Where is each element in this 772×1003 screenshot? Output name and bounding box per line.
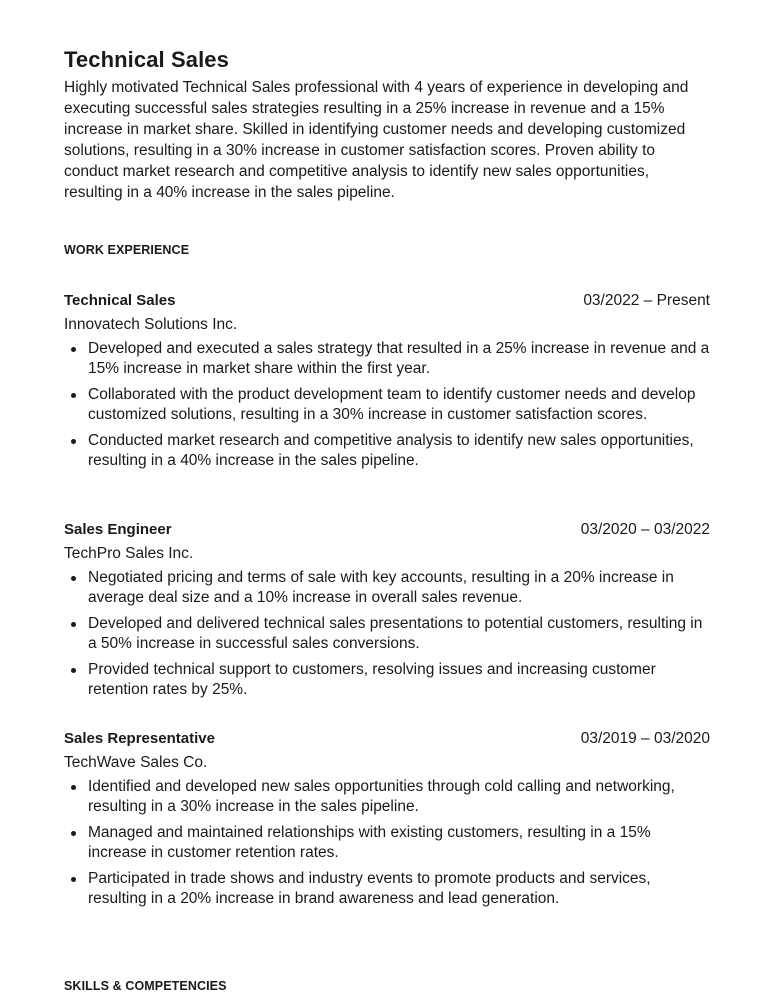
list-item: Conducted market research and competitive analysis to identify new sales opportunities, resulting in a 40% increase in the sales pipeline. [88,431,710,470]
list-item: Developed and executed a sales strategy that resulted in a 25% increase in revenue and a 15% increase in market share within the first year. [88,340,710,377]
job-entry [64,729,710,915]
company-name: TechPro Sales Inc. [64,545,194,562]
list-item: Managed and maintained relationships with existing customers, resulting in a 15% increase in customer retention rates. [88,823,710,862]
job-title: Sales Representative [64,730,215,747]
list-item: Developed and delivered technical sales presentations to potential customers, resulting in a 50% increase in successful sales conversions. [88,614,710,653]
job-title: Sales Engineer [64,521,172,538]
list-item: Collaborated with the product development team to identify customer needs and develop customized solutions, resulting in a 30% increase in customer satisfaction scores. [88,385,710,424]
list-item: Provided technical support to customers, resolving issues and increasing customer retention rates by 25%. [88,660,710,699]
list-item: Negotiated pricing and terms of sale with key accounts, resulting in a 20% increase in average deal size and a 10% increase in overall sales revenue. [88,568,710,607]
job-bullets [64,777,710,908]
section-heading-work-experience: WORK EXPERIENCE [64,243,190,257]
job-bullets [64,339,710,470]
job-bullets [64,568,710,699]
job-entry [64,291,710,477]
job-entry [64,520,710,706]
company-name: Innovatech Solutions Inc. [64,316,238,333]
job-dates: 03/2022 – Present [583,292,710,309]
company-name: TechWave Sales Co. [64,754,208,771]
resume-page [64,44,710,993]
summary-paragraph: Highly motivated Technical Sales professional with 4 years of experience in developing and executing successful sales strategies resulting in a 25% increase in revenue and a 15% increase in market share. Skilled in identifying customer needs and developing customized solutions, resulting in a 30% increase in customer satisfaction scores. Proven ability to conduct market research and competitive analysis to identify new sales opportunities, resulting in a 40% increase in the sales pipeline. [64,79,689,201]
job-title: Technical Sales [64,292,176,309]
resume-title: Technical Sales [64,47,229,72]
list-item: Participated in trade shows and industry events to promote products and services, resulting in a 20% increase in brand awareness and lead generation. [88,869,710,908]
job-dates: 03/2020 – 03/2022 [580,521,710,538]
job-dates: 03/2019 – 03/2020 [580,730,710,747]
section-heading-skills: SKILLS & COMPETENCIES [64,979,227,993]
list-item: Identified and developed new sales opportunities through cold calling and networking, resulting in a 30% increase in the sales pipeline. [88,777,710,816]
